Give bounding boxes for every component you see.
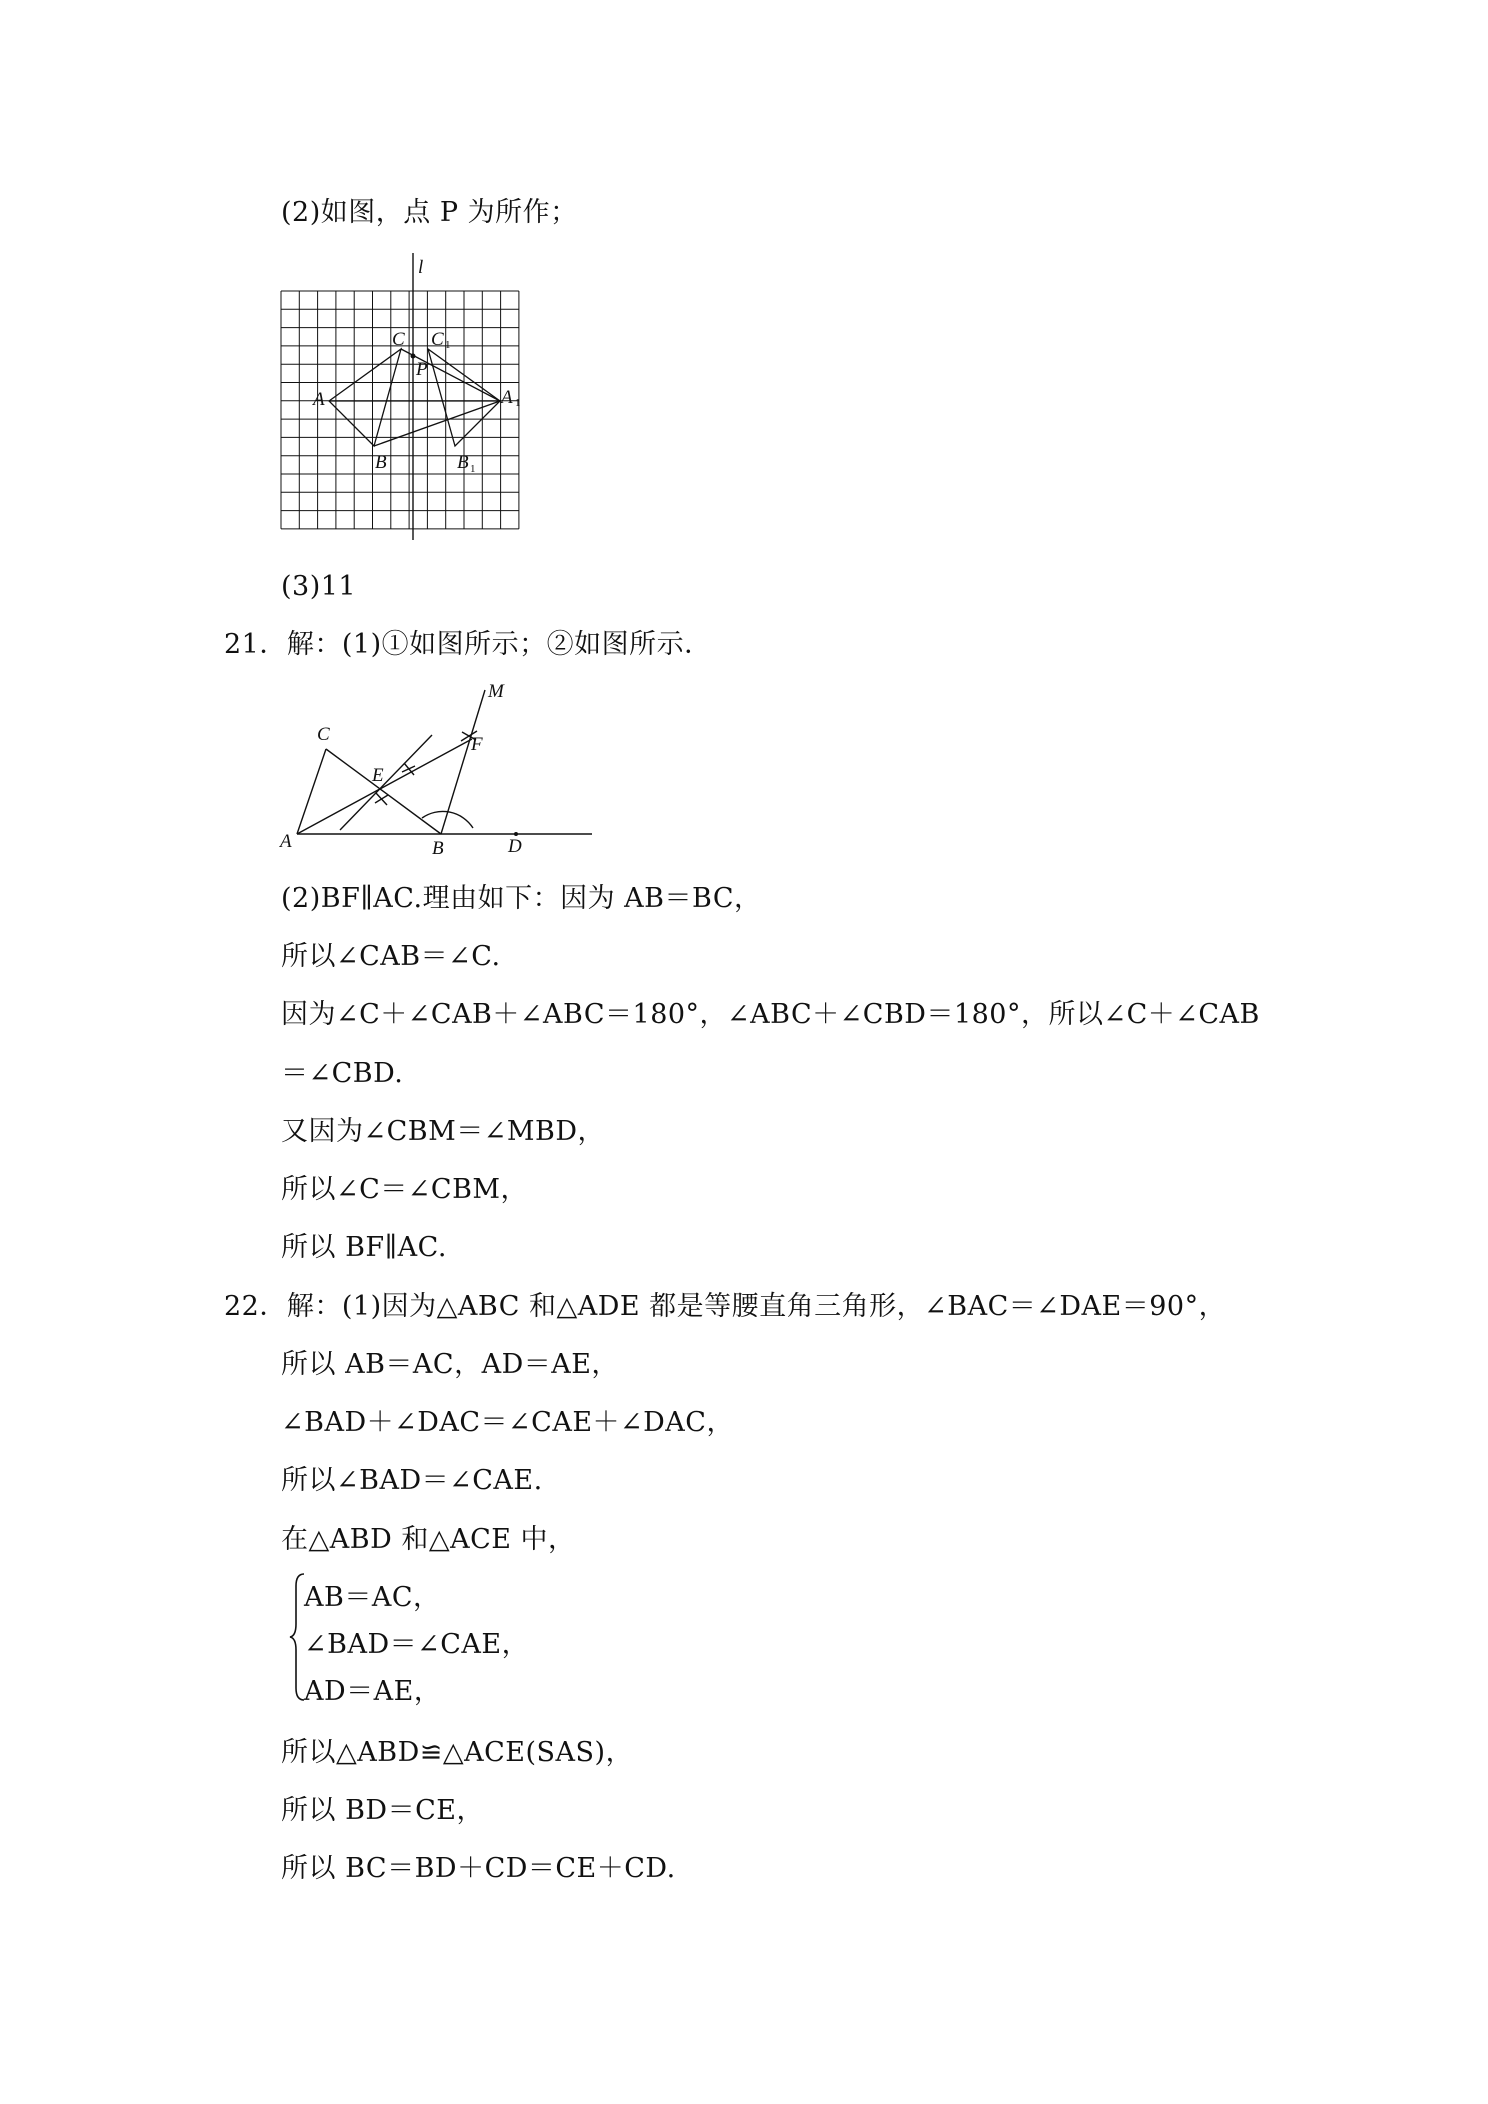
text-line: (2)BF∥AC.理由如下：因为 AB＝BC， — [281, 883, 762, 914]
text-line: 因为∠C＋∠CAB＋∠ABC＝180°，∠ABC＋∠CBD＝180°，所以∠C＋∠CAB — [281, 999, 1260, 1030]
label-b: B — [375, 452, 387, 473]
label-b: B — [432, 838, 444, 859]
label-p: P — [416, 359, 428, 380]
triangle-abc — [329, 349, 401, 446]
label-c: C — [317, 724, 330, 745]
system-line-1: AB＝AC， — [304, 1582, 441, 1613]
text-line: 所以 BC＝BD＋CD＝CE＋CD. — [281, 1853, 676, 1884]
label-m: M — [488, 681, 504, 702]
label-d: D — [508, 836, 522, 857]
text-line: 所以△ABD≌△ACE(SAS)， — [281, 1737, 634, 1768]
label-a: A — [280, 831, 292, 852]
grid-figure — [275, 253, 535, 543]
text-line: 所以∠CAB＝∠C. — [281, 941, 501, 972]
arc-mark-1 — [375, 793, 388, 805]
axis-label-l: l — [418, 257, 424, 278]
label-a: A — [313, 389, 325, 410]
label-c: C — [392, 329, 405, 350]
label-a1-sub: 1 — [515, 397, 521, 409]
text-line: (2)如图，点 P 为所作； — [281, 197, 578, 228]
label-e: E — [372, 765, 384, 786]
text-line: 所以 AB＝AC，AD＝AE， — [281, 1349, 619, 1380]
system-line-2: ∠BAD＝∠CAE， — [304, 1629, 530, 1660]
text-line: 又因为∠CBM＝∠MBD， — [281, 1116, 606, 1147]
bisector-line — [340, 735, 432, 830]
label-a1: A — [501, 387, 513, 408]
label-f: F — [471, 734, 483, 755]
label-c1-sub: 1 — [445, 339, 451, 351]
text-line: 所以 BD＝CE， — [281, 1795, 484, 1826]
point-p — [411, 354, 416, 359]
text-line: 在△ABD 和△ACE 中， — [281, 1524, 576, 1555]
label-c1: C — [431, 329, 444, 350]
question-22-heading: 22．解：(1)因为△ABC 和△ADE 都是等腰直角三角形，∠BAC＝∠DAE＝90°， — [224, 1291, 1227, 1322]
text-line: 所以 BF∥AC. — [281, 1232, 447, 1263]
segment-cb — [326, 749, 441, 834]
system-line-3: AD＝AE， — [304, 1676, 442, 1707]
text-line: 所以∠C＝∠CBM， — [281, 1174, 529, 1205]
text-line: ＝∠CBD. — [281, 1058, 404, 1089]
label-b1: B — [457, 452, 469, 473]
text-line: 所以∠BAD＝∠CAE. — [281, 1465, 543, 1496]
text-line: ∠BAD＋∠DAC＝∠CAE＋∠DAC， — [281, 1407, 734, 1438]
construction-figure — [280, 677, 620, 867]
label-b1-sub: 1 — [470, 463, 476, 475]
segment-b-a1 — [374, 401, 500, 446]
question-21-heading: 21．解：(1)①如图所示；②如图所示． — [224, 629, 712, 660]
text-line: (3)11 — [281, 571, 357, 602]
